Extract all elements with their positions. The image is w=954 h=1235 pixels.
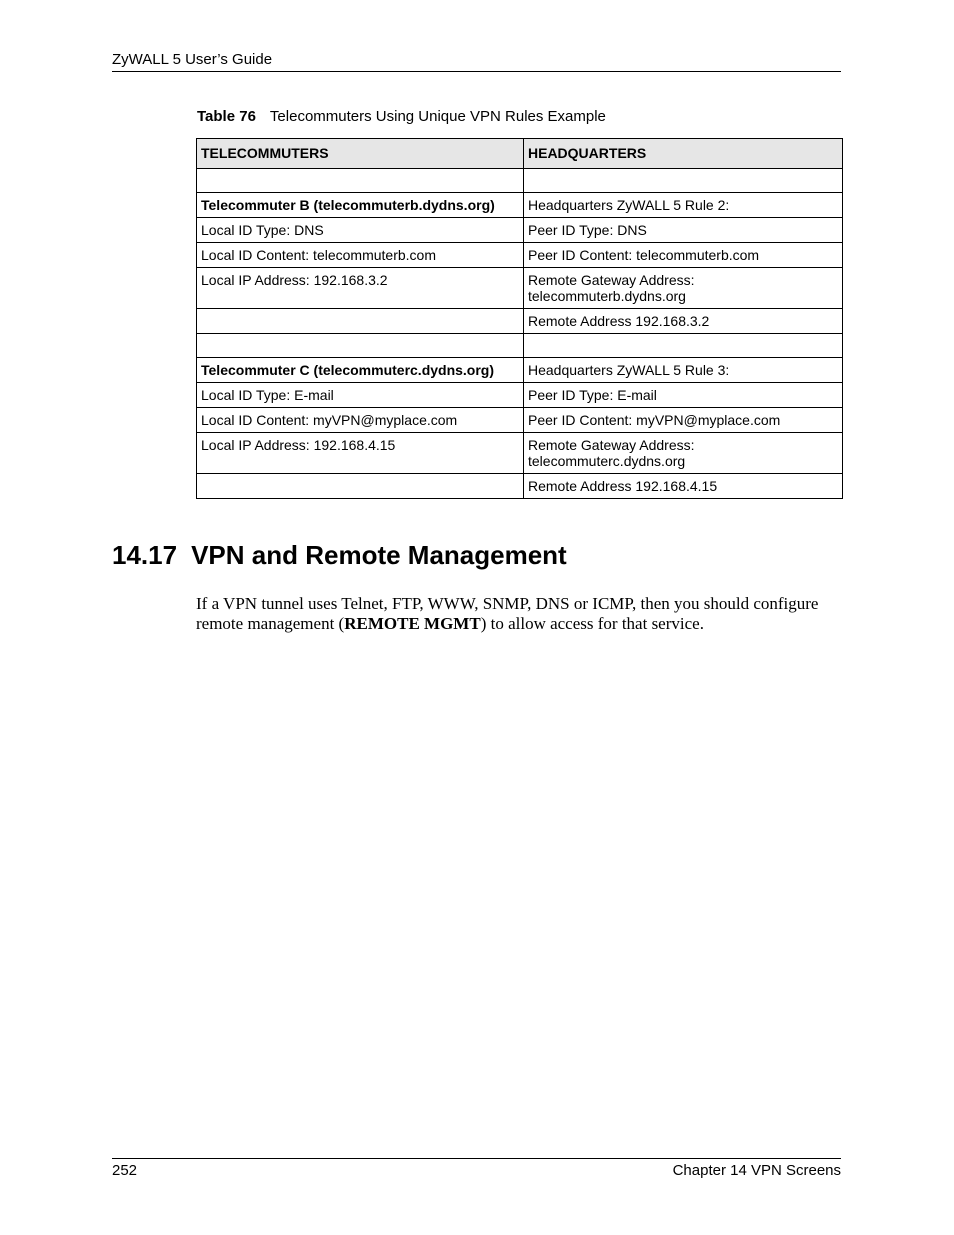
- cell-line: Remote Gateway Address:: [528, 272, 695, 288]
- column-header-headquarters: HEADQUARTERS: [524, 139, 843, 169]
- section-number: 14.17: [112, 540, 178, 570]
- table-row: [197, 169, 843, 193]
- table-caption-text: Telecommuters Using Unique VPN Rules Example: [269, 108, 606, 125]
- table-cell: Local IP Address: 192.168.3.2: [197, 268, 524, 309]
- header-title: ZyWALL 5 User’s Guide: [112, 51, 273, 68]
- table-cell: [197, 309, 524, 334]
- table-cell: Local ID Content: telecommuterb.com: [197, 243, 524, 268]
- table-row: [197, 334, 843, 358]
- table-cell: [197, 169, 524, 193]
- table-cell: Telecommuter B (telecommuterb.dydns.org): [197, 193, 524, 218]
- table-cell: Peer ID Type: DNS: [524, 218, 843, 243]
- table-row: [197, 218, 843, 243]
- body-paragraph: [196, 594, 846, 634]
- table-cell: Telecommuter C (telecommuterc.dydns.org): [197, 358, 524, 383]
- table-cell: [197, 474, 524, 499]
- table-cell: Headquarters ZyWALL 5 Rule 2:: [524, 193, 843, 218]
- chapter-title: Chapter 14 VPN Screens: [672, 1162, 841, 1179]
- table-cell: [524, 268, 843, 309]
- table-cell: Local IP Address: 192.168.4.15: [197, 433, 524, 474]
- paragraph-text-after: ) to allow access for that service.: [480, 614, 704, 633]
- table-row: [197, 383, 843, 408]
- table-cell: Local ID Type: DNS: [197, 218, 524, 243]
- page-header: [112, 51, 841, 72]
- table-row: [197, 474, 843, 499]
- cell-line: telecommuterc.dydns.org: [528, 453, 686, 469]
- page-footer: [112, 1158, 841, 1179]
- cell-line: telecommuterb.dydns.org: [528, 288, 686, 304]
- paragraph-bold-term: REMOTE MGMT: [344, 614, 481, 633]
- table-cell: Local ID Type: E-mail: [197, 383, 524, 408]
- page-number: 252: [112, 1162, 138, 1179]
- table-cell: Local ID Content: myVPN@myplace.com: [197, 408, 524, 433]
- section-heading: [112, 540, 567, 571]
- table-caption-label: Table 76: [197, 108, 256, 125]
- table-cell: Remote Address 192.168.3.2: [524, 309, 843, 334]
- table-row: [197, 193, 843, 218]
- column-header-telecommuters: TELECOMMUTERS: [197, 139, 524, 169]
- table-cell: Headquarters ZyWALL 5 Rule 3:: [524, 358, 843, 383]
- table-cell: [197, 334, 524, 358]
- table-row: [197, 309, 843, 334]
- table-row: [197, 433, 843, 474]
- table-caption: [197, 108, 606, 125]
- table-cell: Peer ID Content: telecommuterb.com: [524, 243, 843, 268]
- section-title: VPN and Remote Management: [191, 540, 567, 570]
- table-row: [197, 243, 843, 268]
- table-row: [197, 408, 843, 433]
- table-cell: [524, 169, 843, 193]
- table-header-row: [197, 139, 843, 169]
- table-cell: [524, 334, 843, 358]
- table-cell: Peer ID Content: myVPN@myplace.com: [524, 408, 843, 433]
- table-cell: [524, 433, 843, 474]
- paragraph-text-before: If a VPN tunnel uses Telnet, FTP, WWW, SNMP, DNS or ICMP, then you should configure remote management (: [196, 594, 819, 633]
- table-row: [197, 358, 843, 383]
- table-row: [197, 268, 843, 309]
- table-cell: Remote Address 192.168.4.15: [524, 474, 843, 499]
- table-cell: Peer ID Type: E-mail: [524, 383, 843, 408]
- cell-line: Remote Gateway Address:: [528, 437, 695, 453]
- telecommuters-table: [196, 138, 843, 499]
